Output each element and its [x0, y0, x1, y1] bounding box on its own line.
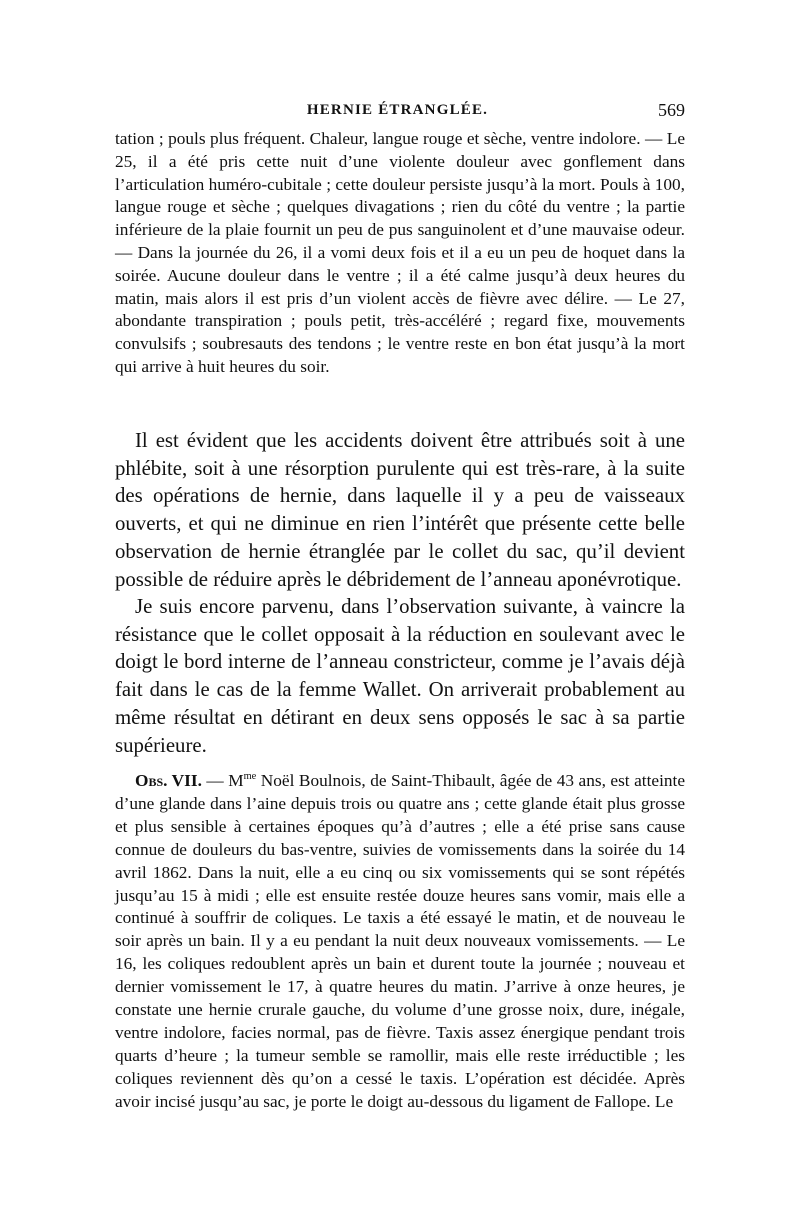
observation-text: Noël Boulnois, de Saint-Thibault, âgée de 43 ans, est atteinte d’une glande dans l’aine depuis trois ou quatre ans ; cette glande était plus grosse et plus sensible à certaines époques qu’à d’autres ; elle a été prise sans cause connue de douleurs du bas-ventre, suivies de vomissements dans la soirée du 14 avril 1862. Dans la nuit, elle a eu cinq ou six vomissements qui se sont répétés jusqu’au 15 à midi ; elle est ensuite restée douze heures sans vomir, mais elle a continué à souffrir de coliques. Le taxis a été essayé le matin, et de nouveau le soir après un bain. Il y a eu pendant la nuit deux nouveaux vomissements. — Le 16, les coliques redoublent après un bain et durent toute la journée ; nouveau et dernier vomissement le 17, à quatre heures du matin. J’arrive à onze heures, je constate une hernie crurale gauche, du volume d’une grosse noix, dure, inégale, ventre indolore, facies normal, pas de fièvre. Taxis assez énergique pendant trois quarts d’heure ; la tumeur semble se ramollir, mais elle reste irréductible ; les coliques reviennent dès qu’on a cessé le taxis. L’opération est décidée. Après avoir incisé jusqu’au sac, je porte le doigt au-dessous du ligament de Fallope. Le	[115, 771, 685, 1111]
paragraph-case-continuation: tation ; pouls plus fréquent. Chaleur, langue rouge et sèche, ventre indolore. — Le 25, il a été pris cette nuit d’une violente douleur avec gonflement dans l’articulation huméro-cubitale ; cette douleur persiste jusqu’à la mort. Pouls à 100, langue rouge et sèche ; quelques divagations ; rien du côté du ventre ; la partie inférieure de la plaie fournit un peu de pus sanguinolent et d’une mauvaise odeur. — Dans la journée du 26, il a vomi deux fois et il a eu un peu de hoquet dans la soirée. Aucune douleur dans le ventre ; il a été calme jusqu’à deux heures du matin, mais alors il est pris d’un violent accès de fièvre avec délire. — Le 27, abondante transpiration ; pouls petit, très-accéléré ; regard fixe, mouvements convulsifs ; soubresauts des tendons ; le ventre reste en bon état jusqu’à la mort qui arrive à huit heures du soir.	[115, 129, 685, 376]
paragraph-method: Je suis encore parvenu, dans l’observation suivante, à vaincre la résistance que le collet opposait à la réduction en soulevant avec le doigt le bord interne de l’anneau constricteur, comme je l’avais déjà fait dans le cas de la femme Wallet. On arriverait probablement au même résultat en détirant en deux sens opposés le sac à sa partie supérieure.	[115, 595, 685, 757]
observation-title-abbr: M	[228, 771, 244, 790]
paragraph-observation-vii	[115, 770, 685, 1114]
running-title: HERNIE ÉTRANGLÉE.	[306, 102, 489, 118]
running-head	[110, 99, 685, 125]
observation-label: Obs. VII.	[135, 771, 202, 790]
page-number: 569	[658, 100, 685, 120]
observation-dash: —	[201, 771, 229, 790]
observation-title-sup: me	[243, 771, 257, 783]
paragraph-discussion: Il est évident que les accidents doivent être attribués soit à une phlébite, soit à une résorption purulente qui est très-rare, à la suite des opérations de hernie, dans laquelle il y a peu de vaisseaux ouverts, et qui ne diminue en rien l’intérêt que présente cette belle observation de hernie étranglée par le collet du sac, qu’il devient possible de réduire après le débridement de l’anneau aponévrotique.	[115, 429, 685, 591]
